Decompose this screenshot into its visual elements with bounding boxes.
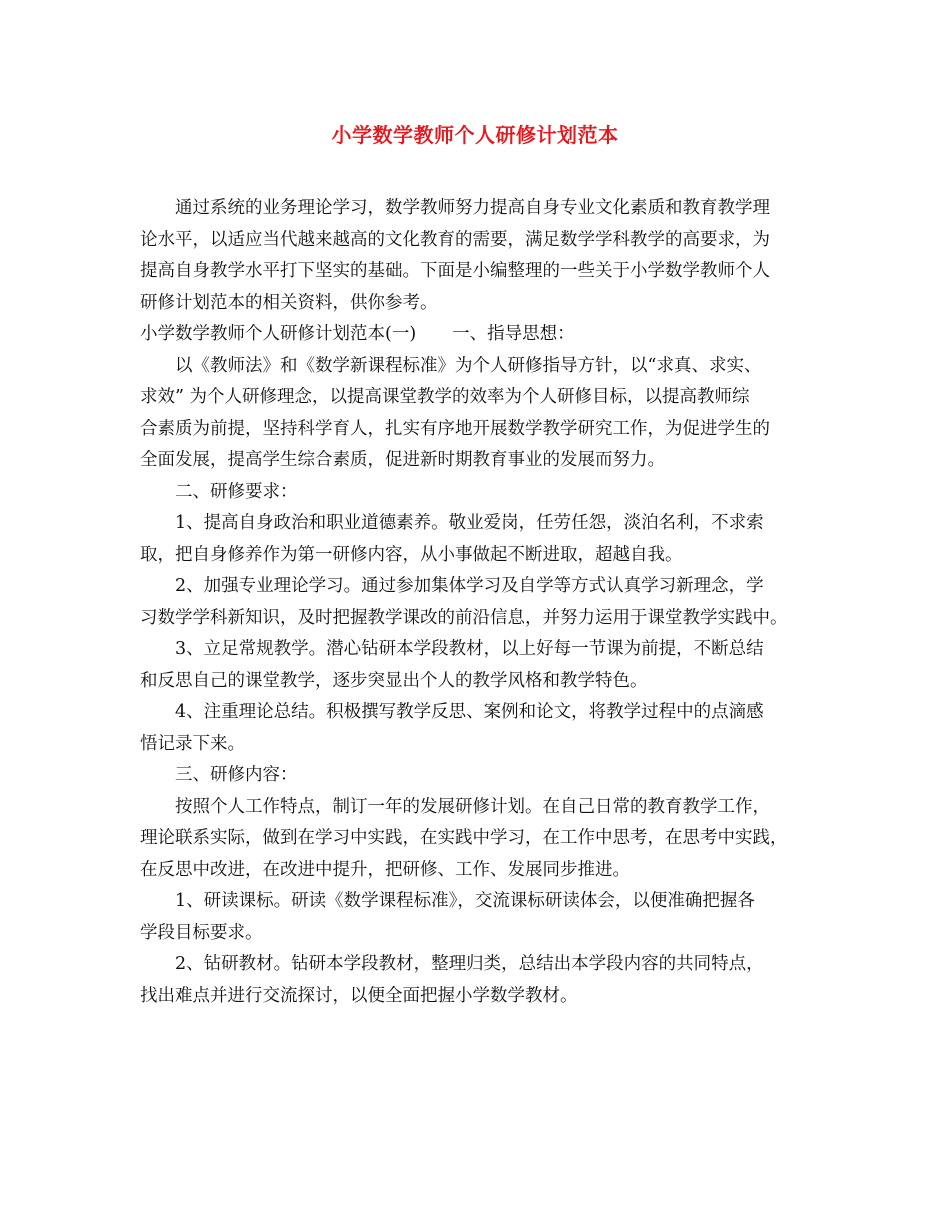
section-heading-inline: 一、指导思想： [452, 324, 575, 344]
text-line-content: 全面发展，提高学生综合素质，促进新时期教育事业的发展而努力。 [140, 450, 665, 470]
text-line-content: 理论联系实际，做到在学习中实践，在实践中学习，在工作中思考，在思考中实践， [140, 828, 788, 848]
text-line [140, 886, 820, 918]
text-line [140, 603, 820, 635]
text-line-content: 2、钻研教材。钻研本学段教材，整理归类，总结出本学段内容的共同特点， [175, 954, 764, 974]
text-line [140, 571, 820, 603]
text-line [140, 634, 820, 666]
text-line [140, 823, 820, 855]
text-line [140, 256, 820, 288]
text-line-content: 学段目标要求。 [140, 922, 263, 943]
text-line-content: 三、研修内容： [175, 765, 298, 785]
text-line-content: 求效” 为个人研修理念，以提高课堂教学的效率为个人研修目标，以提高教师综 [140, 387, 750, 407]
text-line-content: 悟记录下来。 [140, 733, 245, 754]
document-title: 小学数学教师个人研修计划范本 [331, 123, 619, 147]
text-line [140, 729, 820, 761]
text-line-content: 研修计划范本的相关资料，供你参考。 [140, 292, 438, 313]
text-line [140, 949, 820, 981]
text-line [140, 540, 820, 572]
text-line-content: 提高自身教学水平打下坚实的基础。下面是小编整理的一些关于小学数学教师个人 [140, 261, 770, 281]
text-line-content: 二、研修要求： [175, 481, 298, 502]
text-line [140, 225, 820, 257]
text-line-content: 1、研读课标。研读《数学课程标准》，交流课标研读体会，以便准确把握各 [175, 891, 755, 911]
text-line-content: 找出难点并进行交流探讨，以便全面把握小学数学教材。 [140, 985, 578, 1006]
text-line [140, 760, 820, 792]
text-line [140, 981, 820, 1013]
text-line-content: 4、注重理论总结。积极撰写教学反思、案例和论文，将教学过程中的点滴感 [175, 702, 764, 722]
text-line-content: 合素质为前提，坚持科学育人，扎实有序地开展数学教学研究工作，为促进学生的 [140, 418, 770, 439]
text-line [140, 319, 820, 351]
text-line [140, 193, 820, 225]
text-line [140, 414, 820, 446]
text-line-content: 按照个人工作特点，制订一年的发展研修计划。在自己日常的教育教学工作， [175, 796, 770, 817]
text-line [140, 792, 820, 824]
text-line [140, 382, 820, 414]
text-line-content: 3、立足常规教学。潜心钻研本学段教材，以上好每一节课为前提，不断总结 [175, 639, 764, 659]
text-line [140, 666, 820, 698]
document-body [140, 193, 820, 1012]
text-line [140, 288, 820, 320]
text-line-content: 取，把自身修养作为第一研修内容，从小事做起不断进取，超越自我。 [140, 544, 683, 565]
text-line [140, 351, 820, 383]
text-line-content: 在反思中改进，在改进中提升，把研修、工作、发展同步推进。 [140, 859, 630, 880]
text-line-content: 2、加强专业理论学习。通过参加集体学习及自学等方式认真学习新理念，学 [175, 576, 764, 596]
text-line-content: 通过系统的业务理论学习，数学教师努力提高自身专业文化素质和教育教学理 [175, 198, 770, 218]
text-line [140, 508, 820, 540]
text-line-content: 和反思自己的课堂教学，逐步突显出个人的教学风格和教学特色。 [140, 670, 648, 691]
text-line-content: 小学数学教师个人研修计划范本(一) [140, 324, 417, 344]
text-line [140, 855, 820, 887]
text-line-content: 习数学学科新知识，及时把握教学课改的前沿信息，并努力运用于课堂教学实践中。 [140, 607, 788, 628]
text-line-content: 1、提高自身政治和职业道德素养。敬业爱岗，任劳任怨，淡泊名利，不求索 [175, 513, 764, 533]
text-line-content: 论水平，以适应当代越来越高的文化教育的需要，满足数学学科教学的高要求，为 [140, 229, 770, 250]
text-line [140, 697, 820, 729]
text-line [140, 445, 820, 477]
text-line [140, 477, 820, 509]
text-line-content: 以《教师法》和《数学新课程标准》为个人研修指导方针，以“求真、求实、 [175, 355, 762, 376]
text-line [140, 918, 820, 950]
